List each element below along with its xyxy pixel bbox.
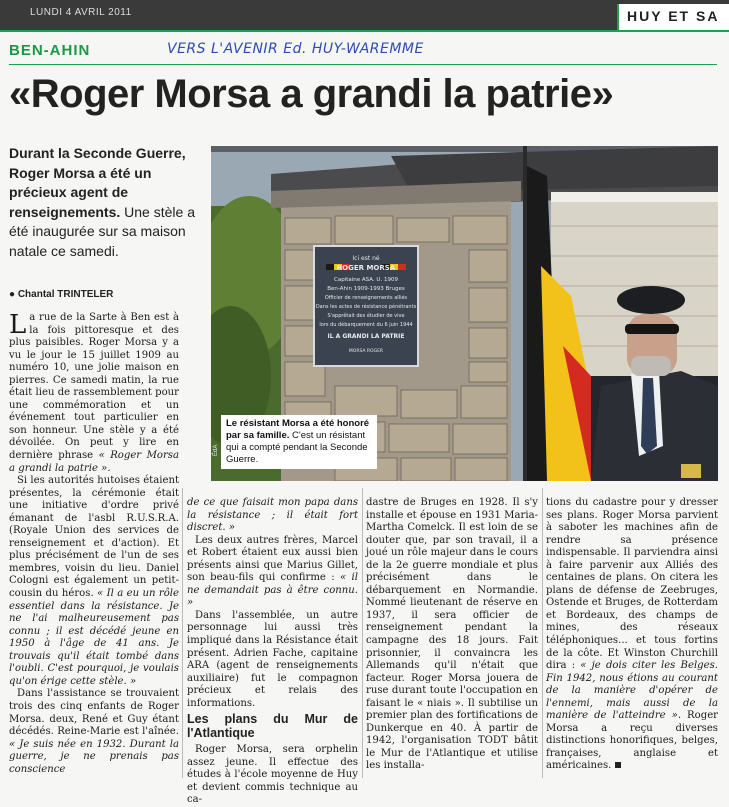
drop-cap: L xyxy=(9,310,27,340)
paragraph-1: La rue de la Sarte à Ben est à la fois pittoresque et des plus paisibles. Roger Morsa y a vu le jour le 15 juillet 1909 au numéro 10, une jolie maison en pierres. Ce samedi matin, la rue était lieu de rassemblement pour une commémoration et un événement tout particulier en son honneur. Une stèle y a été dévoilée. On peut y lire en dernière phrase « Roger Morsa a grandi la patrie ». xyxy=(9,310,180,474)
paragraph-4: de ce que faisait mon papa dans la résistance ; il était fort discret. » xyxy=(187,497,358,534)
plaque-line8: lors du débarquement du 6 juin 1944 xyxy=(319,322,413,328)
lead-bold: Durant la Seconde Guerre, Roger Morsa a été un précieux agent de renseignements. xyxy=(9,145,186,220)
article-lead xyxy=(9,144,201,261)
plaque-line6: Dans les actes de résistance pénétrants xyxy=(315,304,417,310)
article-subhead: Les plans du Mur de l'Atlantique xyxy=(187,712,358,741)
paragraph-3: Dans l'assistance se trouvaient trois des cinq enfants de Roger Morsa. deux, René et Guy étant décédés. Reine-Marie est l'aînée. « Je suis née en 1932. Durant la guerre, je ne prenais pas conscience xyxy=(9,688,179,775)
byline: ● Chantal TRINTELER xyxy=(9,289,114,300)
page-header-bar xyxy=(0,0,729,30)
plaque-line9: IL A GRANDI LA PATRIE xyxy=(327,333,405,340)
plaque-line10: MORSA ROGER xyxy=(348,349,384,354)
handwritten-annotation: VERS L'AVENIR Ed. HUY-WAREMME xyxy=(167,41,424,57)
column-divider xyxy=(182,488,183,778)
plaque-line7: S'apprêtait des étudier de vive xyxy=(327,313,405,319)
plaque-line1: Ici est né xyxy=(352,255,380,262)
article-column-1 xyxy=(9,312,179,776)
plaque-line4: Ben-Ahin 1909-1993 Bruges xyxy=(327,286,405,292)
location-label: BEN-AHIN xyxy=(9,42,91,59)
photo-credit: ÉdA xyxy=(213,444,219,456)
photo-caption xyxy=(221,415,377,469)
header-rule xyxy=(0,30,729,32)
column-divider xyxy=(362,488,363,778)
paragraph-2: Si les autorités hutoises étaient présentes, la cérémonie était une initiative d'ordre privé émanant de l'asbl R.U.S.R.A. (Royale Union des services de renseignement et d'action). Et plus précisément de l'un de ses membres, voisin du lieu. Daniel Cologni est également un petit-cousin du héros. « Il a eu un rôle essentiel dans la résistance. Je ne l'ai malheureusement pas connu ; il est décédé jeune en 1950 à l'âge de 41 ans. Je trouvais qu'il était tombé dans l'oubli. C'est pourquoi, je voulais qu'on érige cette stèle. » xyxy=(9,475,179,687)
section-title: HUY ET SA xyxy=(617,4,729,30)
location-rule xyxy=(9,64,717,65)
paragraph-9: tions du cadastre pour y dresser ses plans. Roger Morsa parvient à saboter les machines afin de rendre sa présence indispensable. Il parviendra ainsi à faire parvenir aux Alliés des centaines de plans. On citera les plans de défense de Zeebruges, Ostende et Bruges, de Rotterdam et Bordeaux, des champs de mines, des réseaux téléphoniques... et tous fortins de la côte. Et Winston Churchill dira : « je dois citer les Belges. Fin 1942, nous étions au courant de la manière d'opérer de l'ennemi, mais aussi de la manière de l'atteindre ». Roger Morsa a reçu diverses distinctions honorifiques, belges, françaises, anglaise et américaines. xyxy=(546,497,718,772)
paragraph-6: Dans l'assemblée, un autre personnage lui aussi très impliqué dans la Résistance était présent. Adrien Fache, capitaine ARA (agent de renseignements auxiliaire) fut le compagnon précieux et relais des informations. xyxy=(187,609,358,709)
caption-normal: C'est un résistant qui a compté pendant la Seconde Guerre. xyxy=(226,430,368,465)
article-column-2 xyxy=(187,497,358,807)
article-column-3 xyxy=(366,497,538,773)
plaque-line5: Officier de renseignements alliés xyxy=(324,295,408,301)
lead-normal: Une stèle a été inaugurée sur sa maison natale ce samedi. xyxy=(9,203,195,259)
column-divider xyxy=(542,488,543,778)
paragraph-8: dastre de Bruges en 1928. Il s'y installe et épouse en 1931 Maria-Martha Comelck. Il est loin de se douter que, par son travail, il a joué un rôle majeur dans le cours de la 2e guerre mondiale et plus précisément dans le débarquement en Normandie. Nommé lieutenant de réserve en 1937, il sera officier de renseignement pendant la campagne des 18 jours. Fait prisonnier, il convaincra les Allemands qu'il n'était que facteur. Roger Morsa jouera de ruse durant toute l'occupation en faisant le « niais ». Il subtilise un premier plan des fortifications de Dunkerque en 40. À partir de 1942, l'organisation TODT bâtit le Mur de l'Atlantique et utilise les installa- xyxy=(366,497,538,772)
paragraph-7: Roger Morsa, sera orphelin assez jeune. Il effectue des études à l'école moyenne de Huy et devient commis technique au ca- xyxy=(187,744,358,806)
paragraph-5: Les deux autres frères, Marcel et Robert étaient eux aussi bien présents ainsi que Marius Gillet, son beau-fils qui confirme : « il ne demandait pas à être connu. » xyxy=(187,534,358,609)
article-headline: «Roger Morsa a grandi la patrie» xyxy=(9,72,614,116)
issue-date: LUNDI 4 AVRIL 2011 xyxy=(30,7,132,18)
plaque-line3: Capitaine ASA. U. 1909 xyxy=(334,277,398,283)
plaque-line2: ROGER MORSA xyxy=(336,264,396,272)
caption-bold: Le résistant Morsa a été honoré par sa famille. xyxy=(226,418,370,441)
article-column-4 xyxy=(546,497,718,773)
end-mark xyxy=(615,762,621,768)
